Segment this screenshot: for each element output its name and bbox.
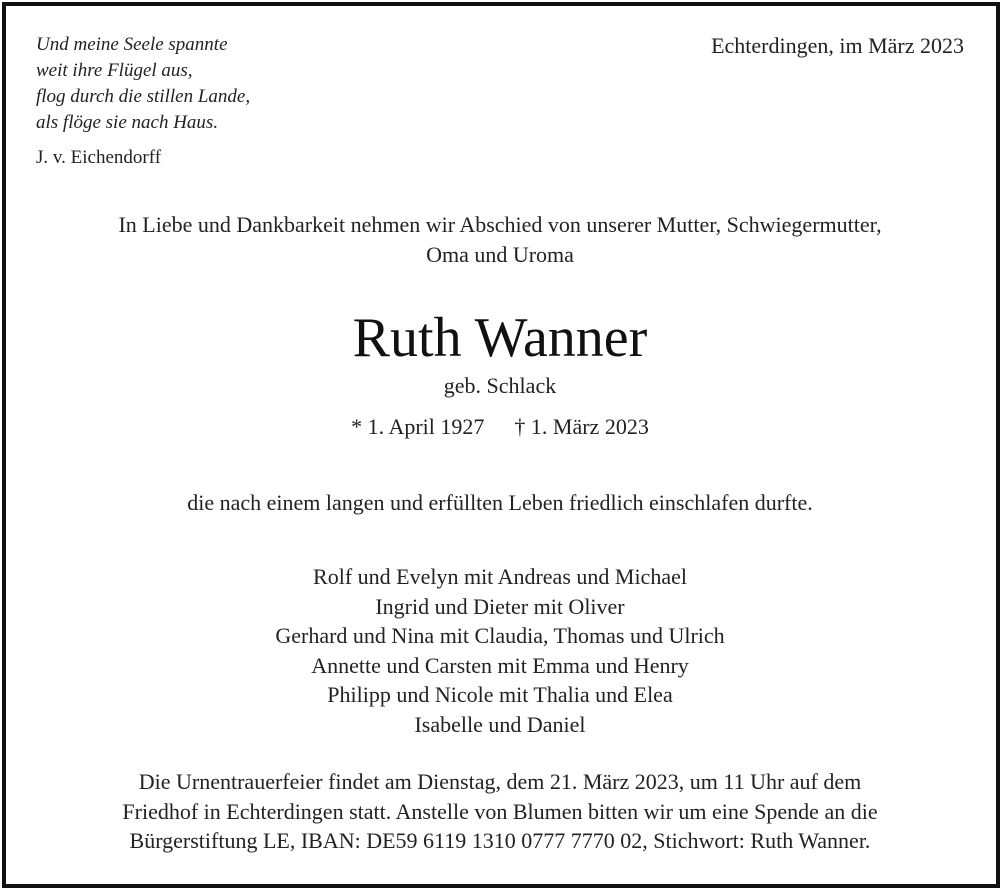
funeral-info-line: Friedhof in Echterdingen statt. Anstelle von Blumen bitten wir um eine Spende an die (122, 798, 878, 824)
funeral-info-line: Bürgerstiftung LE, IBAN: DE59 6119 1310 0777 7770 02, Stichwort: Ruth Wanner. (129, 828, 871, 853)
poem-line: flog durch die stillen Lande, (36, 86, 251, 107)
poem-line: Und meine Seele spannte (36, 34, 228, 55)
intro-line: In Liebe und Dankbarkeit nehmen wir Abschied von unserer Mutter, Schwiegermutter, (118, 212, 882, 237)
life-dates (0, 414, 1000, 440)
deceased-name: Ruth Wanner (352, 307, 648, 369)
family-entry: Ingrid und Dieter mit Oliver (375, 593, 625, 619)
birth-date: * 1. April 1927 (351, 414, 485, 439)
birth-name: geb. Schlack (443, 373, 557, 398)
family-entry: Rolf und Evelyn mit Andreas und Michael (313, 564, 687, 589)
family-list (0, 562, 1000, 739)
intro-text (0, 210, 1000, 270)
funeral-info (0, 767, 1000, 856)
death-date: † 1. März 2023 (514, 414, 649, 439)
place-date: Echterdingen, im März 2023 (711, 33, 964, 58)
family-entry: Philipp und Nicole mit Thalia und Elea (327, 682, 673, 707)
poem (36, 32, 250, 136)
poem-line: weit ihre Flügel aus, (36, 60, 193, 81)
statement: die nach einem langen und erfüllten Leben friedlich einschlafen durfte. (187, 490, 813, 515)
funeral-info-line: Die Urnentrauerfeier findet am Dienstag, dem 21. März 2023, um 11 Uhr auf dem (138, 769, 862, 794)
family-entry: Annette und Carsten mit Emma und Henry (311, 652, 689, 678)
poem-author: J. v. Eichendorff (36, 147, 162, 168)
family-entry: Gerhard und Nina mit Claudia, Thomas und Ulrich (275, 623, 725, 648)
intro-line: Oma und Uroma (426, 242, 574, 267)
poem-line: als flöge sie nach Haus. (36, 112, 219, 133)
family-entry: Isabelle und Daniel (414, 711, 586, 737)
